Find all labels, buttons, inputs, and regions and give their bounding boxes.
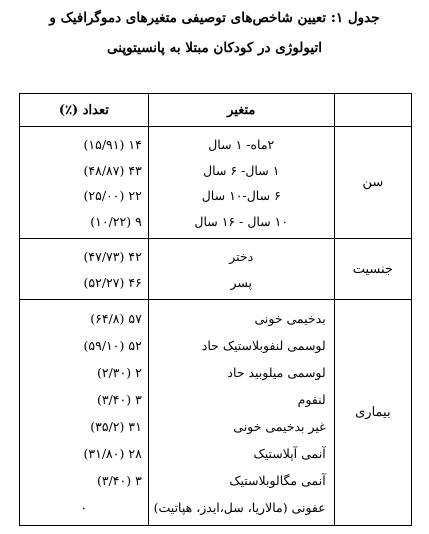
row-label: پسر <box>230 274 253 290</box>
table-row-age <box>20 127 412 239</box>
table-row-gender <box>20 239 412 300</box>
count-header: تعداد (٪) <box>20 94 149 127</box>
row-value: ۳ (۳/۴۰) <box>96 392 142 407</box>
table-caption-line-1: جدول ۱: تعیین شاخص‌های توصیفی متغیرهای دموگرافیک و <box>49 10 380 26</box>
category-header-cell <box>334 94 411 127</box>
row-label: لنفوم <box>297 392 326 407</box>
disease-values-cell <box>20 300 149 526</box>
row-value: ۵۲ (۵۹/۱۰) <box>83 338 142 353</box>
descriptive-stats-table <box>19 93 412 526</box>
row-label: آنمی آپلاستیک <box>253 446 326 461</box>
category-age: سن <box>334 127 411 239</box>
table-caption-line-2: اتیولوژی در کودکان مبتلا به پانسیتوپنی <box>107 40 322 56</box>
row-value: ۴۳ (۴۸/۸۷) <box>83 162 142 178</box>
category-gender: جنسیت <box>334 239 411 300</box>
gender-labels-cell <box>148 239 334 300</box>
row-value: ۱۴ (۱۵/۹۱) <box>83 137 142 152</box>
row-value: ۳ (۳/۴۰) <box>96 473 142 488</box>
row-label: لوسمی میلوبید حاد <box>227 365 326 380</box>
row-label: ۶ سال-۱۰ سال <box>201 188 281 203</box>
row-label: بدخیمی خونی <box>254 311 326 326</box>
row-label: ۱۰ سال - ۱۶ سال <box>194 213 289 229</box>
row-value: ۳۱ (۳۵/۲) <box>90 419 142 434</box>
row-label: عفونی (مالاریا، سل،ایدز، هپاتیت) <box>153 500 326 515</box>
disease-labels-cell <box>148 300 334 526</box>
variable-header: متغیر <box>148 94 334 127</box>
table-header-row <box>20 94 412 127</box>
row-label: ۱ سال- ۶ سال <box>203 162 280 178</box>
row-value: ۰ <box>80 500 88 515</box>
table-row-disease <box>20 300 412 526</box>
row-value: ۴۶ (۵۲/۲۷) <box>83 274 142 290</box>
row-value: ۲۸ (۳۱/۸۰) <box>83 446 142 461</box>
row-value: ۹ (۱۰/۲۲) <box>90 213 142 229</box>
row-label: لوسمی لنفوبلاستیک حاد <box>201 338 326 353</box>
row-label: آنمی مگالوبلاستیک <box>229 473 326 488</box>
row-label: ۲ماه- ۱ سال <box>208 137 275 152</box>
category-disease: بیماری <box>334 300 411 526</box>
row-value: ۲۲ (۲۵/۰۰) <box>83 188 142 203</box>
row-label: دختر <box>229 249 254 264</box>
row-value: ۴۲ (۴۷/۷۳) <box>83 249 142 264</box>
row-value: ۲ (۲/۳۰) <box>96 365 142 380</box>
row-value: ۵۷ (۶۴/۸) <box>90 311 142 326</box>
age-values-cell <box>20 127 149 239</box>
row-label: غیر بدخیمی خونی <box>233 419 326 434</box>
gender-values-cell <box>20 239 149 300</box>
age-labels-cell <box>148 127 334 239</box>
